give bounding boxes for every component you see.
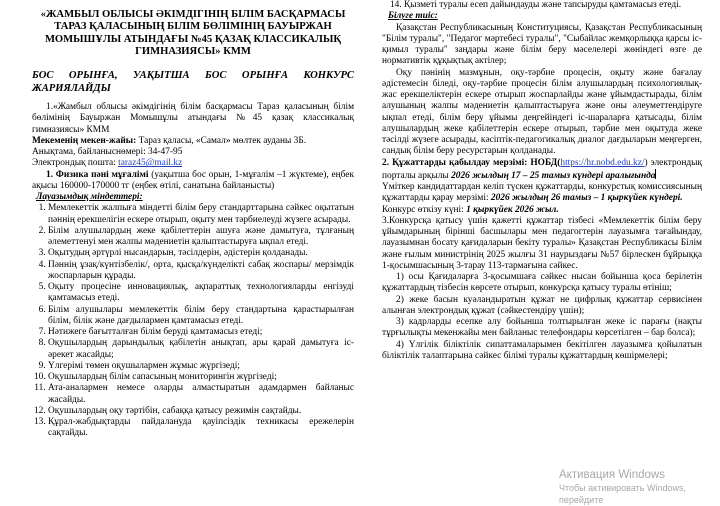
- knowledge-content: Оқу пәнінің мазмұнын, оқу-тәрбие процесін, оқыту және бағалау әдістемесін біледі, оқу-тәрбие процесін білім алушылардың психологиялық-жас ерекшеліктерін ескере отырып жоспарлайды және ұйымдастырады, білім алушының жалпы мәдениетін қалыптастыруға және оны әлеуметтендіруге ықпал етеді, білім беру ұйымы деңгейіндегі іс-шараларға қатысады, білім алушылардың жеке қабілеттерін ескере отырып, тәрбие мен оқытуда жеке тәсілді жүзеге асырады, кәсіптік-педагогикалық диалог дағдыларын меңгерген, сандық білім беру ресурстарын қолданады.: [382, 67, 702, 157]
- requirement-item: 4) Үлгілік біліктілік сипаттамаларымен бекітілген лауазымға қойылатын біліктілік талаптарына сәйкес білімі туралы құжаттардың көшірмелері;: [382, 339, 702, 361]
- email-label: Электрондық пошта:: [32, 158, 116, 169]
- address-label: Мекеменің мекен-жайы:: [32, 135, 137, 146]
- review-deadline: [382, 182, 702, 205]
- review-end: күндері.: [649, 193, 683, 204]
- position-paragraph: [32, 170, 354, 193]
- requirement-item: 1) осы Қағидаларға 3-қосымшаға сәйкес нысан бойынша қоса берілетін құжаттардың тізбесін көрсете отырып, конкурсқа қатысу туралы өтініш;: [382, 272, 702, 294]
- documents-portal-text: ) электрондық порталы арқылы: [382, 157, 702, 181]
- list-item: 3. Оқытудың әртүрлі нысандарын, тәсілдерін, әдістерін қолданады.: [48, 248, 354, 259]
- email-link[interactable]: taraz45@mail.kz: [118, 158, 183, 169]
- windows-activation-watermark: [559, 469, 720, 506]
- portal-link[interactable]: https://hr.nobd.edu.kz/: [560, 157, 645, 168]
- duties-list-continued: [382, 0, 702, 11]
- watermark-subtitle: Чтобы активировать Windows, перейдите: [559, 483, 686, 505]
- list-item: 2. Білім алушылардың жеке қабілеттерін ашуға және дамытуға, тұлғаның әлеметтенуі мен жалпы мәдениетін қалыптастыруға ықпал етеді.: [48, 226, 354, 249]
- documents-dates: 2026 жылдың 17 – 25 тамыз күндері: [451, 170, 604, 181]
- position-details: (уақытша бос орын, 1-мұғалім –1 жүктеме), еңбек ақысы 160000-170000 тг (еңбек өтілі, санатына байланысты): [32, 169, 354, 191]
- section-number: 2.: [382, 157, 390, 168]
- duties-list: [32, 203, 354, 439]
- duties-heading: Лауазымдық міндеттері:: [36, 192, 143, 203]
- list-item: 9. Үлгерімі төмен оқушылармен жұмыс жүргізеді;: [48, 361, 354, 372]
- requirement-item: 2) жеке басын куәландыратын құжат не цифрлық құжаттар сервисінен алынған электрондық құжат (сәйкестендіру үшін);: [382, 294, 702, 316]
- knowledge-laws: Қазақстан Республикасының Конституциясы, Қазақстан Республикасының "Білім туралы", "Педагог мәртебесі туралы", "Сыбайлас жемқорлыққа қарсы іс-қимыл туралы" заңдары және білім беру мәселелері жөніндегі өзге де нормативтік құқықтық актілер;: [382, 22, 702, 67]
- requirement-item: 3) кадрларды есепке алу бойынша толтырылған жеке іс парағы (нақты тұрғылықты мекенжайы мен байланыс телефондары көрсетілген – бар болса);: [382, 317, 702, 339]
- contest-date-line: [382, 205, 702, 216]
- documents-label: Құжаттарды қабылдау мерзімі: НОБД(: [392, 157, 561, 168]
- list-item: 4. Пәннің ұзақ/күнтізбелік/, орта, қысқа/күнделікті сабақ жоспары/ мерзімдік жоспарларын құрады.: [48, 260, 354, 283]
- list-item: 10. Оқушылардың білім сапасының мониторингін жүргізеді;: [48, 372, 354, 383]
- contest-label: Конкурс өткізу күні:: [382, 204, 464, 215]
- list-item: 1. Мемлекеттік жалпыға міндетті білім беру стандарттарына сәйкес оқытатын пәннің ерекшелігін ескере отырып, оқыту мен тәрбиелеуді жүзеге асырады.: [48, 203, 354, 226]
- announcement-heading: БОС ОРЫНҒА, УАҚЫТША БОС ОРЫНҒА КОНКУРС ЖАРИЯЛАЙДЫ: [32, 70, 354, 94]
- list-item: 14. Қызметі туралы есеп дайындауды және тапсыруды қамтамасыз етеді.: [404, 0, 702, 11]
- requirements-intro: 3.Конкурсқа қатысу үшін қажетті құжаттар тізбесі «Мемлекеттік білім беру ұйымдарының бірінші басшылары мен педагогтерін лауазымға тағайындау, лауазымнан босату қағидаларын бекіту туралы» Қазақстан Республикасы Білім және ғылым министрінің 2025 жылғы 31 наурыздағы №57 бірлескен бұйрыққа 1-қосымшасының 3-тарау 113-тармағына сәйкес.: [382, 215, 702, 271]
- document-title: «ЖАМБЫЛ ОБЛЫСЫ ӘКІМДІГІНІҢ БІЛІМ БАСҚАРМАСЫ ТАРАЗ ҚАЛАСЫНЫҢ БІЛІМ БӨЛІМІНІҢ БАУЫРЖАН МОМЫШҰЛЫ АТЫНДАҒЫ №45 ҚАЗАҚ КЛАССИКАЛЫҚ ГИМНАЗИЯСЫ» КММ: [40, 9, 346, 57]
- address-value: Тараз қаласы, «Самал» мөлтек ауданы 3Б.: [138, 135, 307, 146]
- list-item: 8. Оқушылардың дарындылық қабілетін анықтап, ары қарай дамытуға іс-әрекет жасайды;: [48, 338, 354, 361]
- list-item: 7. Нәтижеге бағытталған білім беруді қамтамасыз етеді;: [48, 327, 354, 338]
- right-column: [382, 0, 702, 362]
- list-item: 11. Ата-аналармен немесе оларды алмастыратын адамдармен байланыс жасайды.: [48, 383, 354, 406]
- review-text: Үміткер кандидаттардан келіп түскен құжаттарды, конкурстық комиссиясының құжаттарды қарау мерзімі:: [382, 182, 702, 204]
- email-line: [32, 158, 354, 169]
- watermark-title: Активация Windows: [559, 469, 665, 481]
- contest-date: 1 қыркүйек 2026 жыл.: [466, 204, 559, 215]
- review-dates: 2026 жылдың 26 тамыз – 1 қыркүйек: [490, 193, 648, 204]
- list-item: 5. Оқыту процесіне инновациялық, ақпараттық технологияларды енгізуді қамтамасыз етеді.: [48, 282, 354, 305]
- phone-line: Анықтама, байланыснөмері: 34-47-95: [32, 147, 183, 158]
- list-item: 12. Оқушылардың оқу тәртібін, сабаққа қатысу режимін сақтайды.: [48, 406, 354, 417]
- address-line: [32, 136, 354, 147]
- list-item: 6. Білім алушылары мемлекеттік білім беру стандартына қарастырылған білім, білік және дағдылармен қамтамасыз етеді.: [48, 305, 354, 328]
- documents-end: аралығында: [605, 170, 656, 181]
- documents-deadline: [382, 158, 702, 183]
- text-cursor: [655, 169, 656, 179]
- list-item: 13. Құрал-жабдықтарды пайдалануда қауіпсіздік техникасы ережелерін сақтайды.: [48, 417, 354, 440]
- school-intro: 1.«Жамбыл облысы әкімдігінің білім басқармасы Тараз қаласының білім бөлімінің Бауыржан Момышұлы атындағы №45 қазақ классикалық гимназиясы» КММ: [32, 102, 354, 135]
- knowledge-heading: Білуге тиіс:: [388, 11, 438, 22]
- left-column: [32, 0, 354, 440]
- position-title: 1. Физика пәні мұғалімі: [46, 169, 149, 180]
